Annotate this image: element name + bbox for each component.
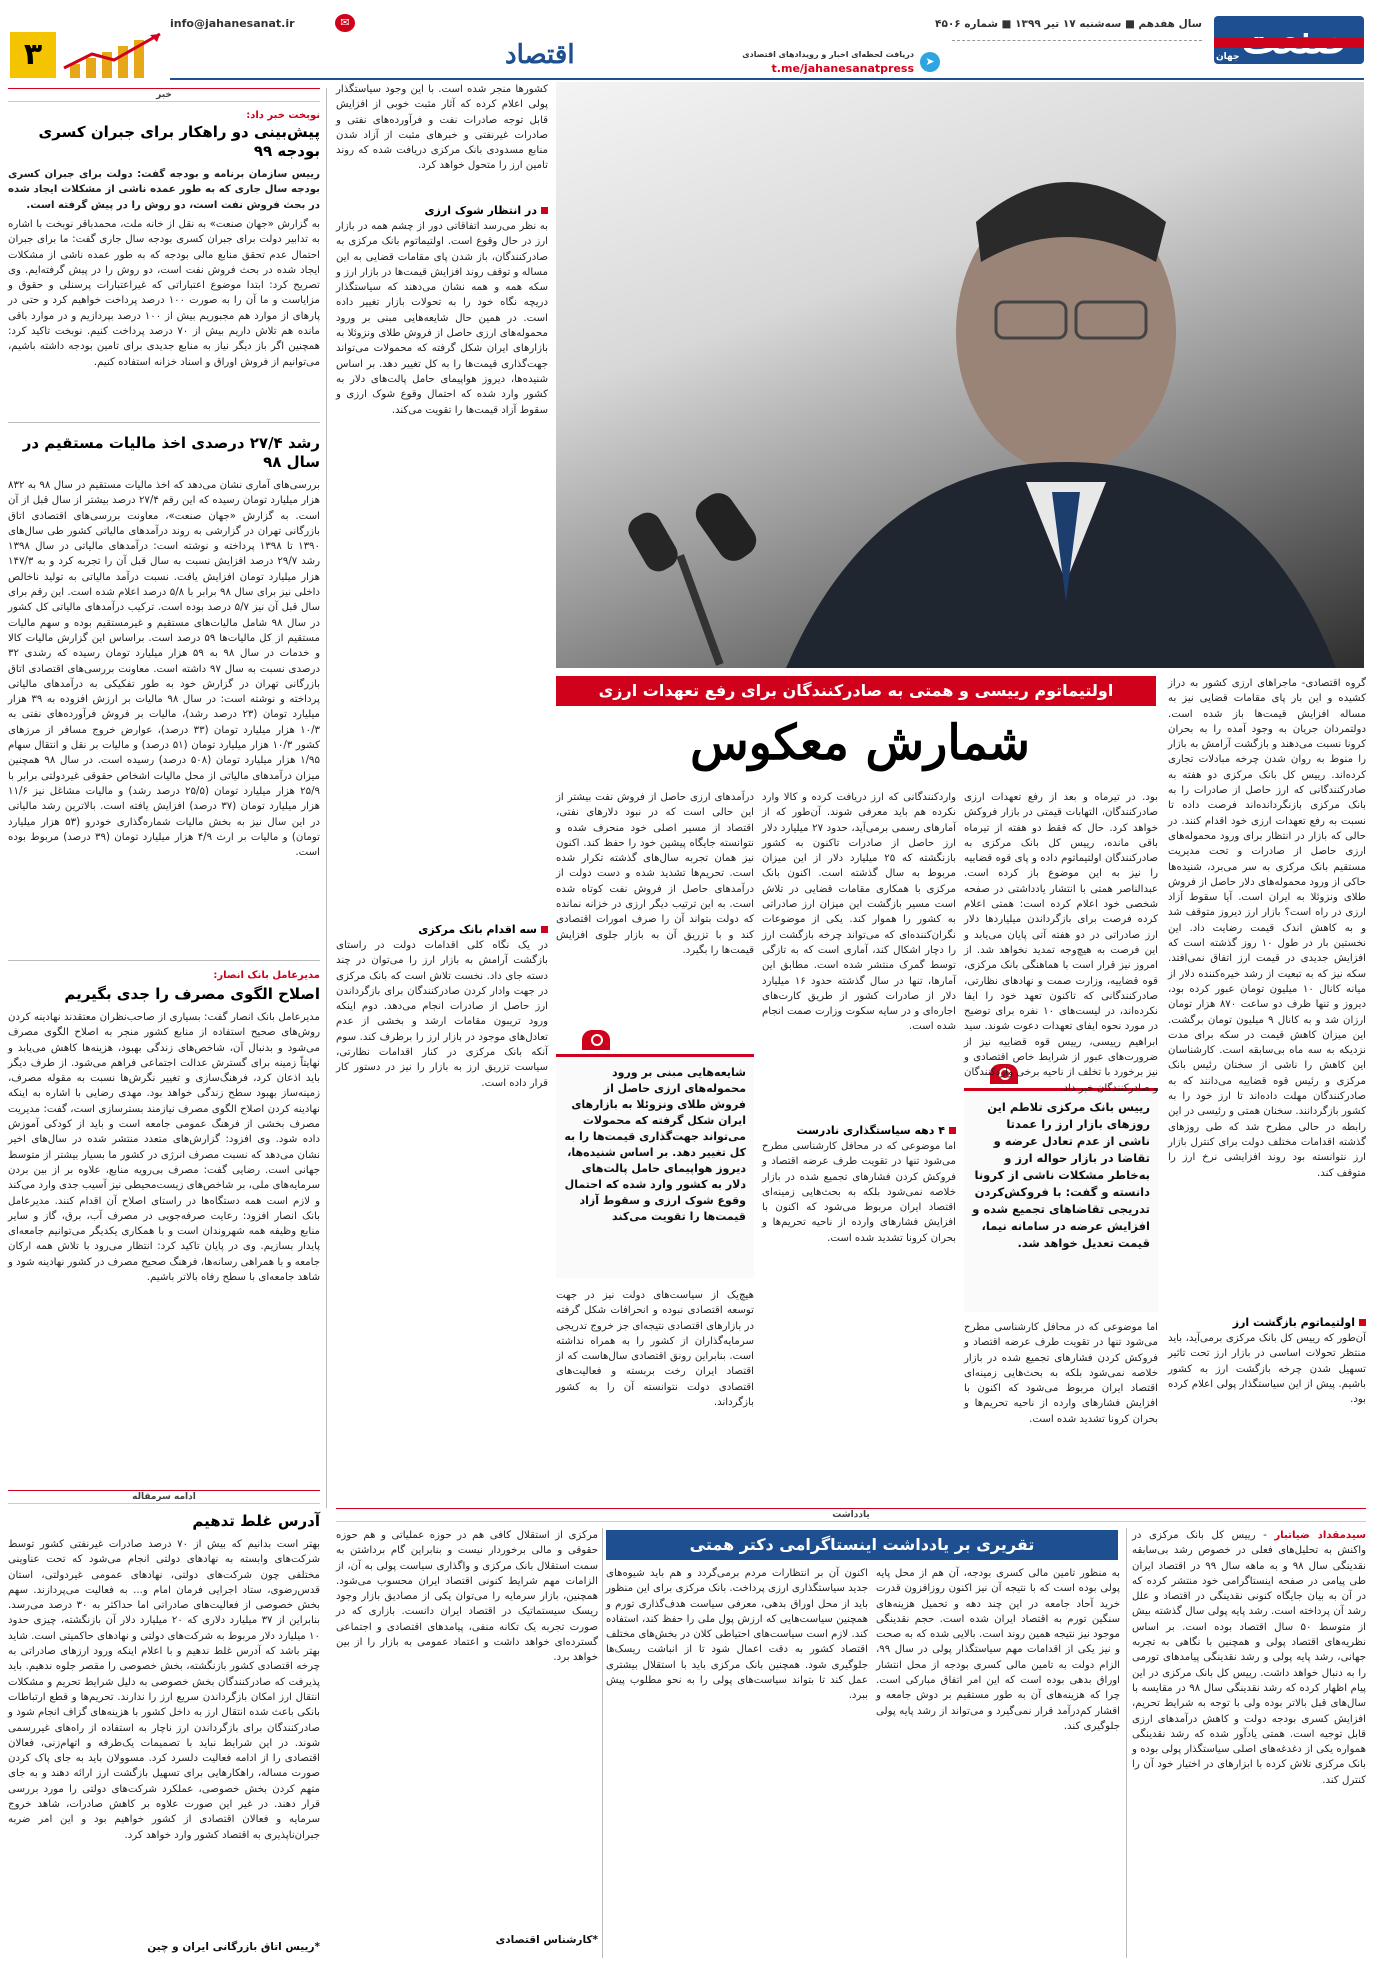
bottom-col-3 xyxy=(336,1528,598,1958)
author-line: *رییس اتاق بازرگانی ایران و چین xyxy=(147,1941,320,1953)
search-icon xyxy=(582,1030,610,1050)
news-body: مدیرعامل بانک انصار گفت: بسیاری از صاحب‌نظران معتقدند نهادینه کردن روش‌های صحیح استفاده از منابع کشور منجر به اصلاح الگوی مصرف می‌شود و بدنبال آن، شاخص‌های زندگی بهبود، هزینه‌ها کاهش می‌یابد و نهایتاً زمینه برای گسترش عدالت اجتماعی فراهم می‌شود. از طرف دیگر باید اذعان کرد، فرهنگ‌سازی و تغییر نگرش‌ها نسبت به مقوله مصرف، زمینه‌ساز بهبود سطح زندگی خواهد بود. مهدی رضایی با اشاره به اینکه نهادینه کردن اصلاح الگوی مصرف نیازمند بسترسازی است، گفت: مدیریت مصرف بخشی از فرهنگ عمومی جامعه است و باید از کودکی آموزش داده شود. وی افزود: گزارش‌های متعدد منتشر شده در سال‌های اخیر نشان می‌دهد که نسبت مصرف انرژی در کشور ما بسیار بیشتر از متوسط جهانی است. رضایی گفت: مصرف بی‌رویه منابع، علاوه بر از بین بردن سرمایه‌های ملی، بر شاخص‌های زیست‌محیطی نیز آسیب جدی وارد می‌کند و لازم است همه دستگاه‌ها در راستای اصلاح آن اقدام کنند. مدیرعامل بانک انصار افزود: رعایت صرفه‌جویی در مصرف آب، برق، گاز و سایر منابع وظیفه همه شهروندان است و با همکاری یکدیگر می‌توانیم جامعه‌ای پایدار بسازیم. وی در پایان تاکید کرد: انتظار می‌رود با تلاش همه ارکان جامعه و با همراهی رسانه‌ها، فرهنگ صحیح مصرف در کشور نهادینه شود و شاهد جامعه‌ای با سطح رفاه بالاتر باشیم. xyxy=(8,1012,320,1284)
news-item-budget xyxy=(8,110,320,385)
article-col-left xyxy=(336,82,548,1502)
email-text[interactable]: info@jahanesanat.ir xyxy=(170,17,295,30)
news-item-tax xyxy=(8,434,320,966)
news-title[interactable]: رشد ۲۷/۴ درصدی اخذ مالیات مستقیم در سال ۹۸ xyxy=(22,434,320,471)
column-rule xyxy=(602,1528,603,1958)
column-rule xyxy=(326,88,327,1508)
header-dotted-rule xyxy=(952,40,1202,41)
news-item-editorial xyxy=(8,1512,320,1953)
news-kicker: نوبخت خبر داد: xyxy=(246,110,320,121)
news-body: بهتر است بدانیم که بیش از ۷۰ درصد صادرات غیرنفتی کشور توسط شرکت‌های وابسته به نهادهای دولتی انجام می‌شود که تحت عناوینی مختلفی چون شرکت‌های دولتی، نهادهای عمومی غیردولتی، استان قدس‌رضوی، ستاد اجرایی فرمان امام و... به فعالیت می‌پردازند. سهم بخش خصوصی از فعالیت‌های صادراتی اما حداکثر به ۳۰ درصد می‌رسد. بنابراین از ۳۷ میلیارد دلاری که ۲۰ میلیارد دلار آن بازنگشته، چیزی حدود ۱۰ میلیارد دلار مربوط به شرکت‌های دولتی و نهادهای حاکمیتی است. شاید بهتر باشد که آدرس غلط ندهیم و با اعلام اینکه ورود ارزهای صادراتی به چرخه اقتصادی کشور بازنگشته، بخش خصوصی را مقصر جلوه ندهیم. باید پذیرفت که صادرکنندگان بخش خصوصی به دلیل شرایط تحریم و مشکلات انتقال ارز امکان بازگرداندن سریع ارز را ندارند. تحریم‌ها و قطع ارتباطات بانکی باعث شده انتقال ارز به داخل کشور با هزینه‌های گزاف انجام شود و صادرکنندگان برای بازگرداندن ارز ناچار به استفاده از راه‌های غیررسمی شوند. در این شرایط نباید با تصمیمات یک‌طرفه و اتهام‌زنی، فعالان اقتصادی را از ادامه فعالیت دلسرد کرد. مسوولان باید به جای پاک کردن صورت مساله، راهکارهایی برای تسهیل بازگشت ارز ارائه دهند و به جای متهم کردن بخش خصوصی، عملکرد شرکت‌های دولتی را مورد بررسی قرار دهند. در غیر این صورت علاوه بر کاهش صادرات، شاهد خروج سرمایه و فعالان اقتصادی از کشور خواهیم بود و این امر ضربه جبران‌ناپذیری به اقتصاد کشور وارد خواهد کرد. xyxy=(8,1539,320,1841)
article-photo xyxy=(556,82,1364,668)
section-tag-news: خبر xyxy=(8,88,320,102)
article-col-mid1b xyxy=(964,1320,1158,1500)
opinion-title[interactable]: تقریری بر یادداشت اینستاگرامی دکتر همتی xyxy=(606,1530,1118,1560)
pull-quote-text: رییس بانک مرکزی تلاطم این روزهای بازار ارز را عمدتا ناشی از عدم تعادل عرضه و تقاضا در بازار حواله ارز و به‌خاطر مشکلات ناشی از کرونا دانسته و گفت: با فروکش‌کردن تدریجی تقاضاهای تجمیع شده و افزایش عرضه در سامانه نیما، قیمت تعدیل خواهد شد. xyxy=(972,1100,1150,1250)
article-text: درآمدهای ارزی حاصل از فروش نفت بیشتر از این حالی است که در نبود دلارهای نفتی، اقتصاد از مسیر اصلی خود منحرف شده و نتوانسته جایگاه پیشین خود را حفظ کند. اکنون نیز همان تجربه سال‌های گذشته تکرار شده است. تحریم‌ها تشدید شده و دست دولت از درآمدهای حاصل از فروش نفت کوتاه شده است. به این ترتیب دیگر ارزی در خزانه نمانده که دولت بتواند آن را صرف امورات اقتصادی کند و با تزریق آن به بازار جلوی افزایش قیمت‌ها را بگیرد. xyxy=(556,792,754,956)
article-col-mid2 xyxy=(762,790,956,1500)
author-line: *کارشناس اقتصادی xyxy=(495,1934,598,1946)
news-title[interactable]: اصلاح الگوی مصرف را جدی بگیریم xyxy=(64,985,320,1003)
telegram-icon: ➤ xyxy=(920,52,940,72)
bottom-col-1 xyxy=(876,1566,1120,1958)
divider xyxy=(8,960,320,961)
article-text: هیچ‌یک از سیاست‌های دولت نیز در جهت توسعه اقتصادی نبوده و انحرافات شکل گرفته در بازارهای اقتصادی نتیجه‌ای جز خروج تدریجی سرمایه‌گذاران از کشور را به همراه نداشته است. بنابراین رونق اقتصادی سال‌هاست که از اقتصاد ایران رخت بربسته و فعالیت‌های اقتصادی دولت نتوانسته آن را به کشور بازگرداند. xyxy=(556,1290,754,1409)
bottom-col-2 xyxy=(606,1566,868,1958)
subhead: سه اقدام بانک مرکزی xyxy=(336,923,548,936)
article-text: کشورها منجر شده است. با این وجود سیاستگذار پولی اعلام کرده که آثار مثبت خوبی از افزایش قابل توجه صادرات نفت و فرآورده‌های نفتی و صادرات غیرنفتی و خبرهای مثبت از آزاد شدن منابع مسدودی بانک مرکزی دریافت شده که روند تامین ارز را متحول خواهد کرد. xyxy=(336,84,548,172)
article-headline[interactable]: شمارش معکوس xyxy=(690,715,1030,771)
news-kicker: مدیرعامل بانک انصار: xyxy=(213,970,320,981)
masthead xyxy=(0,10,1378,80)
pull-quote-text: شایعه‌هایی مبنی بر ورود محموله‌های ارزی حاصل از فروش طلای ونزوئلا به بازارهای ایران شکل گرفته که محمولات می‌تواند جهت‌گذاری قیمت‌ها را به کل تغییر دهد. بر اساس شنیده‌ها، دیروز هواپیمای حامل پالت‌های دلار به کشور وارد شده که احتمال وقوع شوک ارزی و سقوط آزاد قیمت‌ها را تقویت می‌کند xyxy=(564,1066,746,1223)
telegram-caption: دریافت لحظه‌ای اخبار و رویدادهای اقتصادی xyxy=(742,50,914,59)
telegram-link[interactable]: t.me/jahanesanatpress xyxy=(771,62,914,75)
header-rule xyxy=(170,78,1364,80)
subhead: ۴ دهه سیاستگذاری نادرست xyxy=(762,1124,956,1137)
subhead: اولتیماتوم بازگشت ارز xyxy=(1168,1316,1366,1329)
email-block[interactable] xyxy=(170,14,355,34)
column-rule xyxy=(1126,1528,1127,1958)
logo-sub: جهان xyxy=(1216,52,1240,62)
bottom-text: به منظور تامین مالی کسری بودجه، آن هم از محل پایه پولی بوده است که با نتیجه آن نیز اکنون روزافزون قدرت خرید آحاد جامعه در این چند دهه و تحمیل هزینه‌های سنگین تورم به اقتصاد ایران شده است. حجم نقدینگی موجود نیز نتیجه همین روند است. بالایی شده که به صحت و نیز یکی از اقدامات مهم سیاستگذار پولی در سال ۹۹، الزام دولت به تامین مالی کسری بودجه از محل انتشار اوراق بدهی بوده است که این امر اتفاق مبارکی است. چرا که هزینه‌های آن به طور مستقیم بر دوش جامعه و اقشار کم‌درآمد قرار نمی‌گیرد و می‌تواند از رشد پایه پولی جلوگیری کند. xyxy=(876,1568,1120,1732)
news-title[interactable]: آدرس غلط تدهیم xyxy=(192,1512,320,1530)
article-col-mid3b xyxy=(556,1288,754,1500)
newspaper-logo[interactable] xyxy=(1214,16,1364,74)
news-item-ansar xyxy=(8,970,320,1498)
opinion-tag: یادداشت xyxy=(336,1508,1366,1522)
bottom-text: اکنون آن بر انتظارات مردم برمی‌گردد و هم باید شیوه‌های جدید سیاستگذاری ارزی پرداخت. بانک مرکزی برای این منظور باید از محل اوراق بدهی، معرفی سیاست هدف‌گذاری تورم و همچنین سیاست‌هایی که ارزش پول ملی را حفظ کند، استفاده کند. لازم است سیاست‌های احتیاطی کلان در بخش‌های مختلف اقتصاد کشور به دقت اعمال شود تا از انباشت ریسک‌ها جلوگیری شود. همچنین بانک مرکزی باید با استقلال بیشتری عمل کند تا بتواند سیاست‌های پولی را به نحو مطلوب پیش ببرد. xyxy=(606,1568,868,1702)
subhead: در انتظار شوک ارزی xyxy=(336,204,548,217)
continuation-tag: ادامه سرمقاله xyxy=(8,1490,320,1504)
news-body: بررسی‌های آماری نشان می‌دهد که اخذ مالیات مستقیم در سال ۹۸ به ۸۳۲ هزار میلیارد تومان رسیده که این رقم ۲۷/۴ درصد بیشتر از سال قبل از آن است. به گزارش «جهان صنعت»، معاونت بررسی‌های اقتصادی اتاق بازرگانی تهران در گزارشی به روند درآمدهای مالیاتی کشور طی سال‌های ۱۳۹۰ تا ۱۳۹۸ پرداخته و نوشته است: درآمدهای مالیاتی در سال ۱۳۹۸ رشد ۲۹/۷ درصد افزایش نسبت به سال قبل آن را تجربه کرد و به ۱۴۷/۳ هزار میلیارد تومان افزایش یافت. نسبت درآمد مالیاتی به تولید ناخالص داخلی نیز برای سال ۹۸ برابر با ۵/۸ درصد اعلام شده است. این رقم برای سال قبل آن نیز ۵/۷ درصد بوده است. ترکیب درآمدهای مالیاتی کل کشور در سال ۹۸ شامل مالیات‌های مستقیم و غیرمستقیم بوده و سهم مالیات مستقیم از کل مالیات‌ها ۵۹ درصد است. براساس این گزارش مالیات کالا و خدمات در سال ۹۸ به ۵۹ هزار میلیارد تومان رسیده که رشدی ۳۲ درصدی نسبت به سال ۹۷ داشته است. معاونت بررسی‌های اقتصادی اتاق بازرگانی تهران در گزارش خود به طور تفکیکی به درآمدهای مالیاتی پرداخته و نوشته است: در سال ۹۸ مالیات بر ارزش افزوده به ۳۹ هزار میلیارد تومان (۲۳ درصد رشد)، مالیات بر فروش فرآورده‌های نفتی به ۱۰/۳ هزار میلیارد تومان (۳۳ درصد)، عوارض خروج مسافر از مرزهای کشور ۱۰/۳ هزار میلیارد تومان (۵۱ درصد) و مالیات بر نقل و انتقال سهام ۱/۹۵ هزار میلیارد تومان (۵۰۸ درصد) رسیده است. در سال ۹۸ همچنین میزان درآمدهای مالیاتی از محل مالیات اشخاص حقوقی غیردولتی برابر با ۲۵/۹ هزار میلیارد تومان (۲۵/۵ درصد رشد) و مالیات مشاغل نیز ۱۱/۶ هزار میلیارد تومان (۳۷ درصد) افزایش یافته است. بالاترین رشد مالیاتی در این سال نیز به بخش مالیات شماره‌گذاری خودرو (۵۳ هزار میلیارد تومان) و مالیات بر ارث ۴/۹ هزار میلیارد تومان (۳۹ درصد) مربوط بوده است. xyxy=(8,480,321,859)
article-text: به نظر می‌رسد اتفاقاتی دور از چشم همه در بازار ارز در حال وقوع است. اولتیماتوم بانک مرکزی به صادرکنندگان، باز شدن پای مقامات قضایی به این مساله و توقف روند افزایش قیمت‌ها در بازار ارز و سکه همه و همه نشان می‌دهند که سیاستگذار دریچه نگاه خود را به تحولات بازار تغییر داده است. در همین حال شایعه‌هایی مبنی بر ورود محموله‌های ارزی حاصل از فروش طلای ونزوئلا به بازارهای ایران شکل گرفته که محمولات می‌تواند جهت‌گذاری قیمت‌ها را به کل تغییر دهد. بر اساس شنیده‌ها، دیروز هواپیمای حامل پالت‌های دلار به کشور وارد شده که احتمال وقوع شوک ارزی و سقوط آزاد قیمت‌ها را تقویت می‌کند. xyxy=(336,221,548,416)
byline: سیدمقداد ضیاتبار xyxy=(1274,1530,1366,1541)
news-body: به گزارش «جهان صنعت» به نقل از خانه ملت، محمدباقر نوبخت با اشاره به تدابیر دولت برای جبران کسری بودجه سال جاری گفت: ما برای جبران احتمال عدم تحقق منابع مالی بودجه که به طور عمده ناشی از مشکلات ایجاد شده در بحث فروش نفت است، دو روش را در پیش گرفته‌ایم. وی تصریح کرد: ابتدا موضوع اعتباراتی که غیراعتبارات پرسنلی و حقوق و مزایاست و ما آن را به صورت ۱۰۰ درصد پرداخت خواهیم کرد و حتی در پارهای از موارد هم مجبوریم بیش از ۱۰۰ درصد بپردازیم و در موارد باقی مانده هم تلاش داریم بیش از ۷۰ درصد پرداخت کنیم. نوبخت تاکید کرد: همچنین اگر باز دیگر نیاز به منابع جدیدی برای تامین بودجه داشته باشیم، می‌توانیم از فروش اوراق و اسناد خزانه استفاده کنیم. xyxy=(8,219,320,368)
article-text: در یک نگاه کلی اقدامات دولت در راستای بازگشت آرامش به بازار ارز را می‌توان در چند دسته جای داد. نخست تلاش است که بانک مرکزی در جهت وادار کردن صادرکنندگان برای بازگرداندن ارز حاصل از صادرات انجام می‌دهد. دوم اینکه ورود تریبون مقامات ارشد و بخشی از عدم تعادل‌های موجود در بازار ارز را برطرف کند. سوم آنکه بانک مرکزی در کنار اقدامات نظارتی، سیاست تزریق ارز به بازار را نیز در دستور کار قرار داده است. xyxy=(336,940,548,1089)
issue-line: سال هفدهم ■ سه‌شنبه ۱۷ تیر ۱۳۹۹ ■ شماره ۴۵۰۶ xyxy=(935,18,1202,30)
news-title[interactable]: پیش‌بینی دو راهکار برای جبران کسری بودجه ۹۹ xyxy=(38,123,320,160)
article-kicker[interactable]: اولتیماتوم رییسی و همتی به صادرکنندگان برای رفع تعهدات ارزی xyxy=(556,676,1156,706)
bottom-text xyxy=(1132,1528,1366,1958)
bottom-text: مرکزی از استقلال کافی هم در حوزه عملیاتی و هم حوزه حقوقی و مالی برخوردار نیست و بنابراین گام برداشتن به سمت استقلال بانک مرکزی و واگذاری سیاست پولی به آن، از الزامات مهم شرایط کنونی اقتصاد ایران محسوب می‌شود. همچنین، بازار سرمایه را می‌توان یکی از مصادیق بازار وجود ریسک سیستماتیک در اقتصاد ایران دانست. بازاری که در صورت تجربه یک تکانه منفی، پیامدهای اقتصادی و اجتماعی گسترده‌ای خواهد داشت و اعتماد عمومی به بازار را از بین خواهد برد. xyxy=(336,1530,598,1664)
pull-quote xyxy=(556,1054,754,1278)
article-text: واردکنندگانی که ارز دریافت کرده و کالا وارد نکرده هم باید معرفی شوند. آن‌طور که از آمارهای رسمی برمی‌آید، حدود ۲۷ میلیارد دلار ارز حاصل از صادرات تاکنون به کشور بازنگشته که ۲۵ میلیارد دلار از این میزان مربوط به سال گذشته است. اکنون بانک مرکزی با همکاری مقامات قضایی در تلاش است مسیر بازگشت این میزان ارز صادراتی به کشور را هموار کند. یکی از موضوعات نگران‌کننده‌ای که می‌تواند چرخه بازگشت ارز را دچار اشکال کند، آماری است که به تازگی توسط گمرک منتشر شده است. مطابق این آمارها، تنها در سال گذشته حدود ۱۶ میلیارد دلار از صادرات کشور از طریق کارت‌های اجاره‌ای و در سایه سکوت وزارت صمت انجام شده است. xyxy=(762,792,957,1033)
article-text: آن‌طور که رییس کل بانک مرکزی برمی‌آید، باید منتظر تحولات اساسی در بازار ارز تحت تاثیر تسهیل شدن چرخه بازگشت ارز به کشور باشیم. پیش از این سیاستگذار پولی اعلام کرده بود. xyxy=(1168,1333,1366,1406)
bottom-body: - رییس کل بانک مرکزی در واکنش به تحلیل‌های فعلی در خصوص رشد بی‌سابقه نقدینگی سال ۹۸ و به ماهه سال ۹۹ در اقتصاد ایران طی پیامی در صفحه اینستاگرامی خود منتشر کرده که در آن به بیان جایگاه کنونی نقدینگی در اقتصاد و علل رشد آن پرداخته است. رشد پایه پولی سال گذشته بیش از متوسط ۵۰ سال اقتصاد بوده است. بر اساس نظریه‌های اقتصاد پولی و همچنین با نگاهی به تجربه جهانی، رشد پایه پولی و رشد نقدینگی پیامدهای تورمی را به دنبال خواهد داشت. رییس کل بانک مرکزی در این پیام اظهار کرده که رشد نقدینگی سال ۹۸ در مقایسه با سال‌های قبل بالاتر بوده ولی با توجه به شرایط تحریم، افزایش کسری بودجه دولت و کاهش درآمدهای ارزی قابل توجیه است. همتی یادآور شده که رشد نقدینگی همواره یکی از دغدغه‌های اصلی سیاستگذار پولی بوده و بانک مرکزی تلاش کرده با ابزارهای در اختیار خود آن را کنترل کند. xyxy=(1132,1530,1367,1786)
article-text: اما موضوعی که در محافل کارشناسی مطرح می‌شود تنها در تقویت طرف عرضه اقتصاد و فروکش کردن فشارهای تجمیع شده در بازار خلاصه نمی‌شود بلکه به بحث‌هایی زمینه‌ای اقتصاد ایران مربوط می‌شود که اکنون با افزایش فشارهای وارده از ناحیه تحریم‌ها و بحران کرونا تشدید شده است. xyxy=(964,1322,1158,1425)
left-news-column xyxy=(8,88,320,1958)
article-col-mid3 xyxy=(556,790,754,1040)
divider xyxy=(8,422,320,423)
page-number: ۳ xyxy=(10,32,56,78)
envelope-icon: ✉ xyxy=(335,14,355,32)
article-text: بود. در تیرماه و بعد از رفع تعهدات ارزی صادرکنندگان، التهابات قیمتی در بازار فروکش خواهد کرد. حال که فقط دو هفته از تیرماه باقی مانده، رییس کل بانک مرکزی به صادرکنندگان اولتیماتوم داده و پای قوه قضاییه را نیز به این موضوع باز کرده است. عبدالناصر همتی با انتشار یادداشتی در صفحه شخصی خود اعلام کرده است: همتی اعلام کرده فرصت برای بازگرداندن میلیاردها دلار ارز صادراتی در دو هفته آتی پایان می‌یابد و این فرصت به هیچ‌وجه تمدید نخواهد شد. از امروز نیز قرار است با هماهنگی بانک مرکزی، قوه قضاییه، وزارت صمت و نهادهای نظارتی، صادرکنندگانی که تاکنون تعهد خود را ایفا نکرده‌اند، در لیست‌های ۱۰ نفره برای توضیح در مورد نحوه ایفای تعهدات دعوت شوند. سید ابراهیم رییسی، رییس قوه قضاییه نیز از ضرورت‌های عبور از شرایط خاص اقتصادی و نیز برخورد با تخلف از ناحیه برخی وارد‌کنندگان و صادرکنندگان خبر داد. xyxy=(964,792,1158,1094)
telegram-block[interactable] xyxy=(742,50,940,78)
article-text: اما موضوعی که در محافل کارشناسی مطرح می‌شود تنها در تقویت طرف عرضه اقتصاد و فروکش کردن فشارهای تجمیع شده در بازار خلاصه نمی‌شود بلکه به بحث‌هایی زمینه‌ای اقتصاد ایران مربوط می‌شود که اکنون با افزایش فشارهای وارده از ناحیه تحریم‌ها و بحران کرونا تشدید شده است. xyxy=(762,1141,956,1244)
article-lead: گروه اقتصادی- ماجراهای ارزی کشور به دراز کشیده و این بار پای مقامات قضایی نیز به مساله افزایش قیمت‌ها باز شده است. دولتمردان جریان به وجود آمده را به بحران کرونا نسبت می‌دهند و بازگشت آرامش به بازار را منوط به روان شدن چرخه مبادلات تجاری کرده‌اند. رییس کل بانک مرکزی دو هفته به صادرکنندگانی که ارز حاصل از صادرات را به بانک مرکزی بازنگردانده‌اند فرصت داده تا نسبت به رفع تعهدات ارزی خود اقدام کنند. در حالی که بازار در انتظار برای ورود محموله‌های ارزی حاصل از صادرات و تحت مدیریت مستقیم بانک مرکزی به سر می‌برد، شنیده‌ها حاکی از ورود محموله‌های دلار حاصل از فروش طلای ونزوئلا به ایران است. آیا سقوط آزاد ارزی در راه است؟ بازار ارز دیروز متوقف شد و به کاهش اندک قیمت رضایت داد. این نخستین بار در طول ۱۰ روز گذشته است که افزایش جدیدی در قیمت ارز اتفاق نمی‌افتد. سکه نیز که به تبعیت از رشد خیره‌کننده دلار از میانه کانال ۱۰ میلیون تومان عبور کرده بود، دیروز و تنها ظرف دو ساعت ۸۷۰ هزار تومان ارزان شد و به کانال ۹ میلیون تومان برگشت. این میزان کاهش قیمت در سکه برای مدت نزدیکه به سه ماه بی‌سابقه است. کارشناسان این کاهش را ناشی از سخنان رئیس بانک مرکزی و رئیس قوه قضاییه می‌دانند که به صادرکنندگان مهلت داده‌اند تا ارز خود را به کشور بازگردانند. سخنان همتی و رئیسی در این رابطه در حالی مطرح شد که طی روزهای گذشته اقدامات مختلف دولت برای کنترل بازار ارز نتوانسته بود روند افزایشی نرخ ارز را متوقف کند. xyxy=(1168,678,1366,1179)
article-col-mid1 xyxy=(964,790,1158,1094)
news-lead: رییس سازمان برنامه و بودجه گفت: دولت برای جبران کسری بودجه سال جاری که به طور عمده ناشی از مشکلات ایجاد شده در بحث فروش نفت است، دو روش را در پیش گرفته است. xyxy=(8,169,320,211)
pull-quote xyxy=(964,1088,1158,1312)
growth-chart-icon xyxy=(62,30,172,78)
article-col-right xyxy=(1168,676,1366,1406)
bottom-right-column xyxy=(1132,1528,1366,1958)
section-title: اقتصاد xyxy=(505,40,575,70)
